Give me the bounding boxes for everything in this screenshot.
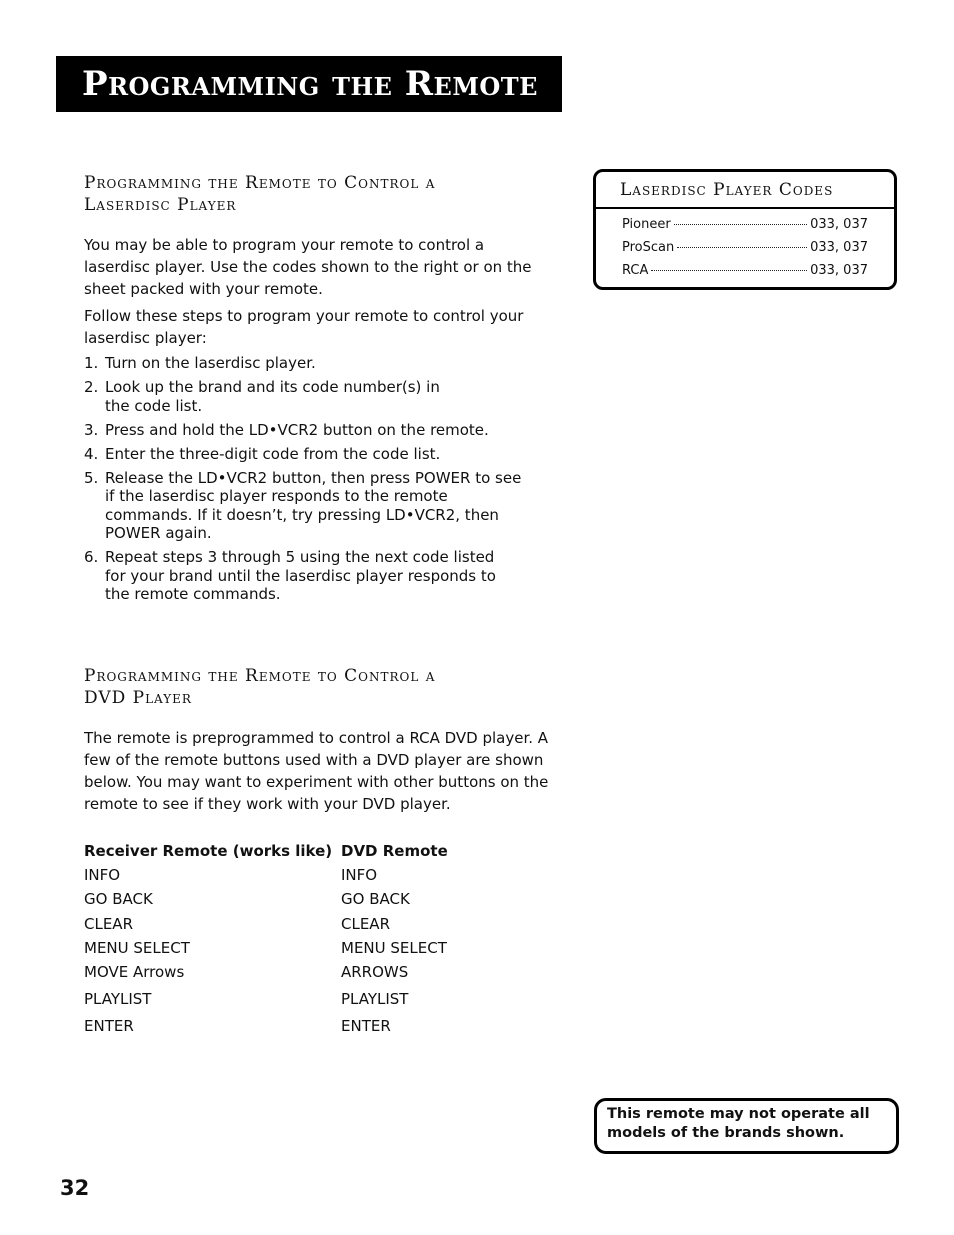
- leader-dots: [677, 247, 807, 248]
- table-header-dvd: DVD Remote: [341, 842, 448, 860]
- list-item: 2. Look up the brand and its code number(s) in the code list.: [84, 378, 440, 415]
- table-cell-receiver: CLEAR: [84, 915, 133, 933]
- code-row: Pioneer 033, 037: [622, 217, 868, 232]
- table-cell-receiver: MENU SELECT: [84, 939, 190, 957]
- page-number: 32: [60, 1176, 90, 1200]
- dvd-intro: The remote is preprogrammed to control a RCA DVD player. A few of the remote buttons used with a DVD player are shown below. You may want to experiment with other buttons on the remote to see if they work with your DVD player.: [84, 729, 549, 813]
- list-item: 4. Enter the three-digit code from the code list.: [84, 444, 441, 463]
- table-cell-receiver: ENTER: [84, 1017, 134, 1035]
- leader-dots: [674, 224, 807, 225]
- table-cell-dvd: PLAYLIST: [341, 990, 409, 1008]
- page-title: Programming the Remote: [82, 64, 538, 104]
- laserdisc-codes-box: [593, 169, 897, 290]
- list-item: 6. Repeat steps 3 through 5 using the next code listed for your brand until the laserdisc player responds to the remote commands.: [84, 548, 496, 603]
- code-row: RCA 033, 037: [622, 263, 868, 278]
- table-cell-receiver: MOVE Arrows: [84, 963, 185, 981]
- table-cell-dvd: CLEAR: [341, 915, 390, 933]
- list-item: 1. Turn on the laserdisc player.: [84, 354, 316, 372]
- laserdisc-steps-intro: Follow these steps to program your remote to control your laserdisc player:: [84, 307, 524, 347]
- dvd-section-heading: Programming the Remote to Control a DVD Player: [84, 666, 436, 708]
- table-cell-receiver: INFO: [84, 866, 121, 884]
- table-cell-receiver: PLAYLIST: [84, 990, 152, 1008]
- table-cell-dvd: GO BACK: [341, 890, 410, 908]
- leader-dots: [651, 270, 807, 271]
- codes-box-title: Laserdisc Player Codes: [620, 180, 834, 200]
- list-item: 3. Press and hold the LD•VCR2 button on the remote.: [84, 420, 489, 439]
- table-cell-dvd: ENTER: [341, 1017, 391, 1035]
- list-item: 5. Release the LD•VCR2 button, then press POWER to see if the laserdisc player responds to the remote commands. If it doesn’t, try pressing LD•VCR2, then POWER again.: [84, 468, 522, 542]
- table-cell-dvd: INFO: [341, 866, 378, 884]
- codes-box-divider: [596, 207, 894, 209]
- laserdisc-section-heading: Programming the Remote to Control a Laserdisc Player: [84, 173, 436, 215]
- table-header-receiver: Receiver Remote (works like): [84, 842, 333, 860]
- table-cell-dvd: ARROWS: [341, 963, 409, 981]
- table-cell-dvd: MENU SELECT: [341, 939, 447, 957]
- laserdisc-steps-list: [84, 354, 524, 609]
- table-cell-receiver: GO BACK: [84, 890, 153, 908]
- page-header: [56, 56, 562, 112]
- brand-disclaimer-note: This remote may not operate all models of the brands shown.: [594, 1098, 899, 1154]
- code-row: ProScan 033, 037: [622, 240, 868, 255]
- laserdisc-intro: You may be able to program your remote to control a laserdisc player. Use the codes shown to the right or on the sheet packed with your remote.: [84, 236, 532, 298]
